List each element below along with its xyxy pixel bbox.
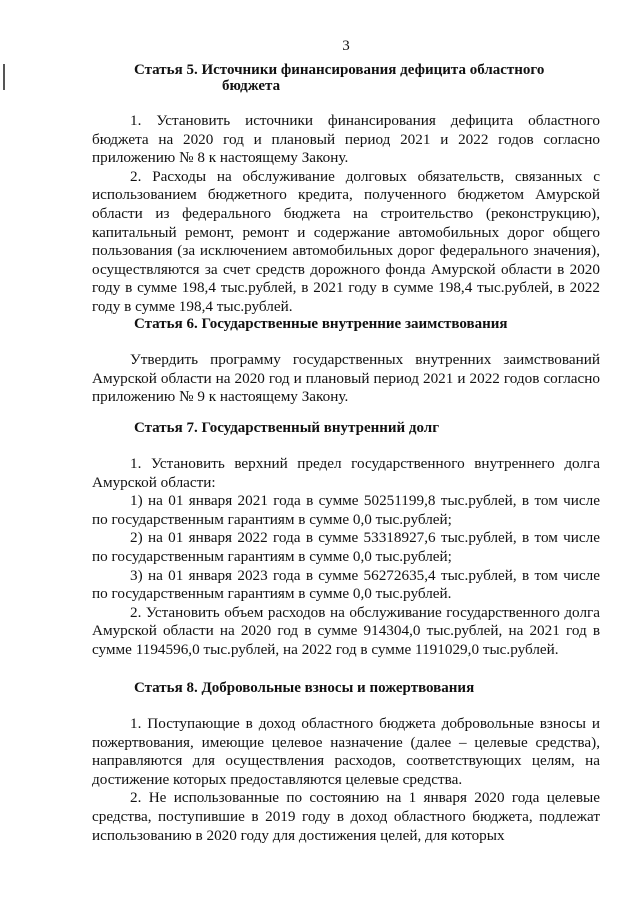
article-6-heading: Статья 6. Государственные внутренние заимствования: [134, 316, 508, 332]
article-7-item-2: 2) на 01 января 2022 года в сумме 53318927,6 тыс.рублей, в том числе по государственным гарантиям в сумме 0,0 тыс.рублей;: [92, 529, 600, 565]
article-7-paragraph-1: 1. Установить верхний предел государственного внутреннего долга Амурской области:: [92, 455, 600, 491]
article-5: [92, 62, 600, 317]
article-7-heading: Статья 7. Государственный внутренний долг: [134, 420, 440, 436]
article-5-heading-line2: бюджета: [222, 78, 281, 94]
article-5-heading-line1: Статья 5. Источники финансирования дефицита областного: [134, 62, 545, 78]
article-8-heading: Статья 8. Добровольные взносы и пожертвования: [134, 680, 475, 696]
article-8: [92, 680, 600, 845]
article-7: [92, 420, 600, 660]
article-8-paragraph-2: 2. Не использованные по состоянию на 1 января 2020 года целевые средства, поступившие в 2019 году в доход областного бюджета, подлежат использованию в 2020 году для достижения целей, для которых: [92, 789, 600, 844]
article-7-paragraph-2: 2. Установить объем расходов на обслуживание государственного долга Амурской области на 2020 год в сумме 914304,0 тыс.рублей, на 2021 год в сумме 1194596,0 тыс.рублей, на 2022 год в сумме 1191029,0 тыс.рублей.: [92, 603, 600, 658]
article-6: [92, 316, 600, 407]
article-7-item-1: 1) на 01 января 2021 года в сумме 50251199,8 тыс.рублей, в том числе по государственным гарантиям в сумме 0,0 тыс.рублей;: [92, 492, 600, 528]
article-5-paragraph-1: 1. Установить источники финансирования дефицита областного бюджета на 2020 год и плановый период 2021 и 2022 годов согласно приложению № 8 к настоящему Закону.: [92, 112, 600, 167]
article-8-paragraph-1: 1. Поступающие в доход областного бюджета добровольные взносы и пожертвования, имеющие целевое назначение (далее – целевые средства), направляются для осуществления расходов, соответствующих целям, на достижение которых предоставляются целевые средства.: [92, 715, 600, 788]
article-5-heading: [134, 62, 600, 94]
article-5-paragraph-2: 2. Расходы на обслуживание долговых обязательств, связанных с использованием бюджетного кредита, полученного бюджетом Амурской области из федерального бюджета на строительство (реконструкцию), капитальный ремонт, ремонт и содержание автомобильных дорог общего пользования (за исключением автомобильных дорог федерального значения), осуществляются за счет средств дорожного фонда Амурской области в 2020 году в сумме 198,4 тыс.рублей, в 2021 году в сумме 198,4 тыс.рублей, в 2022 году в сумме 198,4 тыс.рублей.: [92, 167, 600, 315]
article-6-paragraph-1: Утвердить программу государственных внутренних заимствований Амурской области на 2020 год и плановый период 2021 и 2022 годов согласно приложению № 9 к настоящему Закону.: [92, 351, 600, 406]
article-7-item-3: 3) на 01 января 2023 года в сумме 56272635,4 тыс.рублей, в том числе по государственным гарантиям в сумме 0,0 тыс.рублей.: [92, 566, 600, 603]
page-number: 3: [342, 38, 350, 54]
scan-edge-mark: [3, 64, 5, 90]
